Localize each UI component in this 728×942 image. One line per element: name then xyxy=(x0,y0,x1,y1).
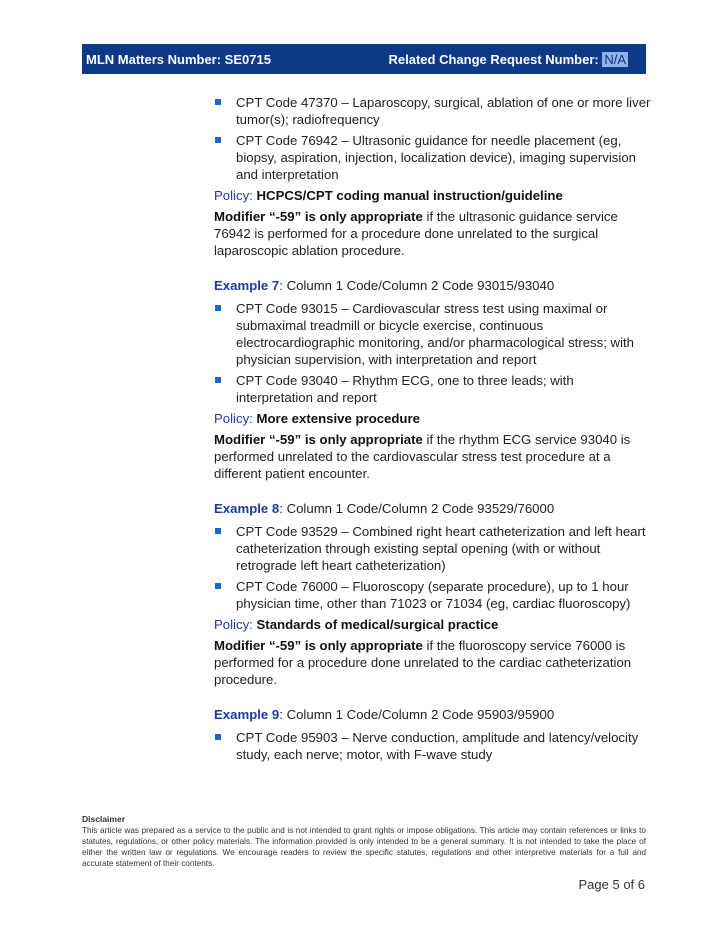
square-bullet-icon xyxy=(215,305,221,311)
page-header xyxy=(82,44,646,74)
example-desc: : Column 1 Code/Column 2 Code 93015/93040 xyxy=(279,278,555,293)
policy-value: Standards of medical/surgical practice xyxy=(256,617,499,632)
square-bullet-icon xyxy=(215,99,221,105)
list-item: CPT Code 93529 – Combined right heart catheterization and left heart catheterization through existing septal opening (with or without retrograde left heart catheterization) xyxy=(214,523,654,574)
list-item: CPT Code 95903 – Nerve conduction, amplitude and latency/velocity study, each nerve; motor, with F-wave study xyxy=(214,729,654,763)
policy-line xyxy=(214,616,654,633)
list-item: CPT Code 76000 – Fluoroscopy (separate procedure), up to 1 hour physician time, other than 71023 or 71034 (eg, cardiac fluoroscopy) xyxy=(214,578,654,612)
list-item: CPT Code 76942 – Ultrasonic guidance for needle placement (eg, biopsy, aspiration, injection, localization device), imaging supervision and interpretation xyxy=(214,132,654,183)
disclaimer-title: Disclaimer xyxy=(82,814,125,824)
example-heading xyxy=(214,706,654,723)
example-heading xyxy=(214,277,654,294)
disclaimer xyxy=(82,814,646,869)
example-label: Example 7 xyxy=(214,278,280,293)
list-item: CPT Code 93040 – Rhythm ECG, one to three leads; with interpretation and report xyxy=(214,372,654,406)
square-bullet-icon xyxy=(215,583,221,589)
page-number: Page 5 of 6 xyxy=(578,877,645,892)
policy-line xyxy=(214,187,654,204)
example-desc: : Column 1 Code/Column 2 Code 93529/76000 xyxy=(279,501,555,516)
example-desc: : Column 1 Code/Column 2 Code 95903/95900 xyxy=(279,707,555,722)
example-heading xyxy=(214,500,654,517)
modifier-note: Modifier “-59” is only appropriate if the ultrasonic guidance service 76942 is performed for a procedure done unrelated to the surgical laparoscopic ablation procedure. xyxy=(214,209,618,258)
change-request-label: Related Change Request Number: xyxy=(388,52,599,67)
main-content xyxy=(214,94,654,767)
modifier-note: Modifier “-59” is only appropriate if the rhythm ECG service 93040 is performed unrelated to the cardiovascular stress test procedure at a different patient encounter. xyxy=(214,432,631,481)
square-bullet-icon xyxy=(215,528,221,534)
disclaimer-text: This article was prepared as a service to the public and is not intended to grant rights or impose obligations. This article may contain references or links to statutes, regulations, or other policy materials. The information provided is only intended to be a general summary. It is not intended to take the place of either the written law or regulations. We encourage readers to review the specific statutes, regulations and other interpretive materials for a full and accurate statement of their contents. xyxy=(82,826,646,868)
policy-value: HCPCS/CPT coding manual instruction/guideline xyxy=(256,188,563,203)
square-bullet-icon xyxy=(215,137,221,143)
list-item: CPT Code 47370 – Laparoscopy, surgical, ablation of one or more liver tumor(s); radiofrequency xyxy=(214,94,654,128)
modifier-note: Modifier “-59” is only appropriate if the fluoroscopy service 76000 is performed for a procedure done unrelated to the cardiac catheterization procedure. xyxy=(214,638,632,687)
policy-label: Policy: xyxy=(214,411,253,426)
example-label: Example 9 xyxy=(214,707,280,722)
related-change-request xyxy=(389,52,629,67)
change-request-value: N/A xyxy=(604,52,626,67)
mln-matters-number: MLN Matters Number: SE0715 xyxy=(86,52,271,67)
square-bullet-icon xyxy=(215,734,221,740)
example-label: Example 8 xyxy=(214,501,280,516)
policy-label: Policy: xyxy=(214,188,253,203)
list-item: CPT Code 93015 – Cardiovascular stress test using maximal or submaximal treadmill or bicycle exercise, continuous electrocardiographic monitoring, and/or pharmacological stress; with physician supervision, with interpretation and report xyxy=(214,300,654,368)
policy-value: More extensive procedure xyxy=(256,411,420,426)
square-bullet-icon xyxy=(215,377,221,383)
policy-line xyxy=(214,410,654,427)
policy-label: Policy: xyxy=(214,617,253,632)
